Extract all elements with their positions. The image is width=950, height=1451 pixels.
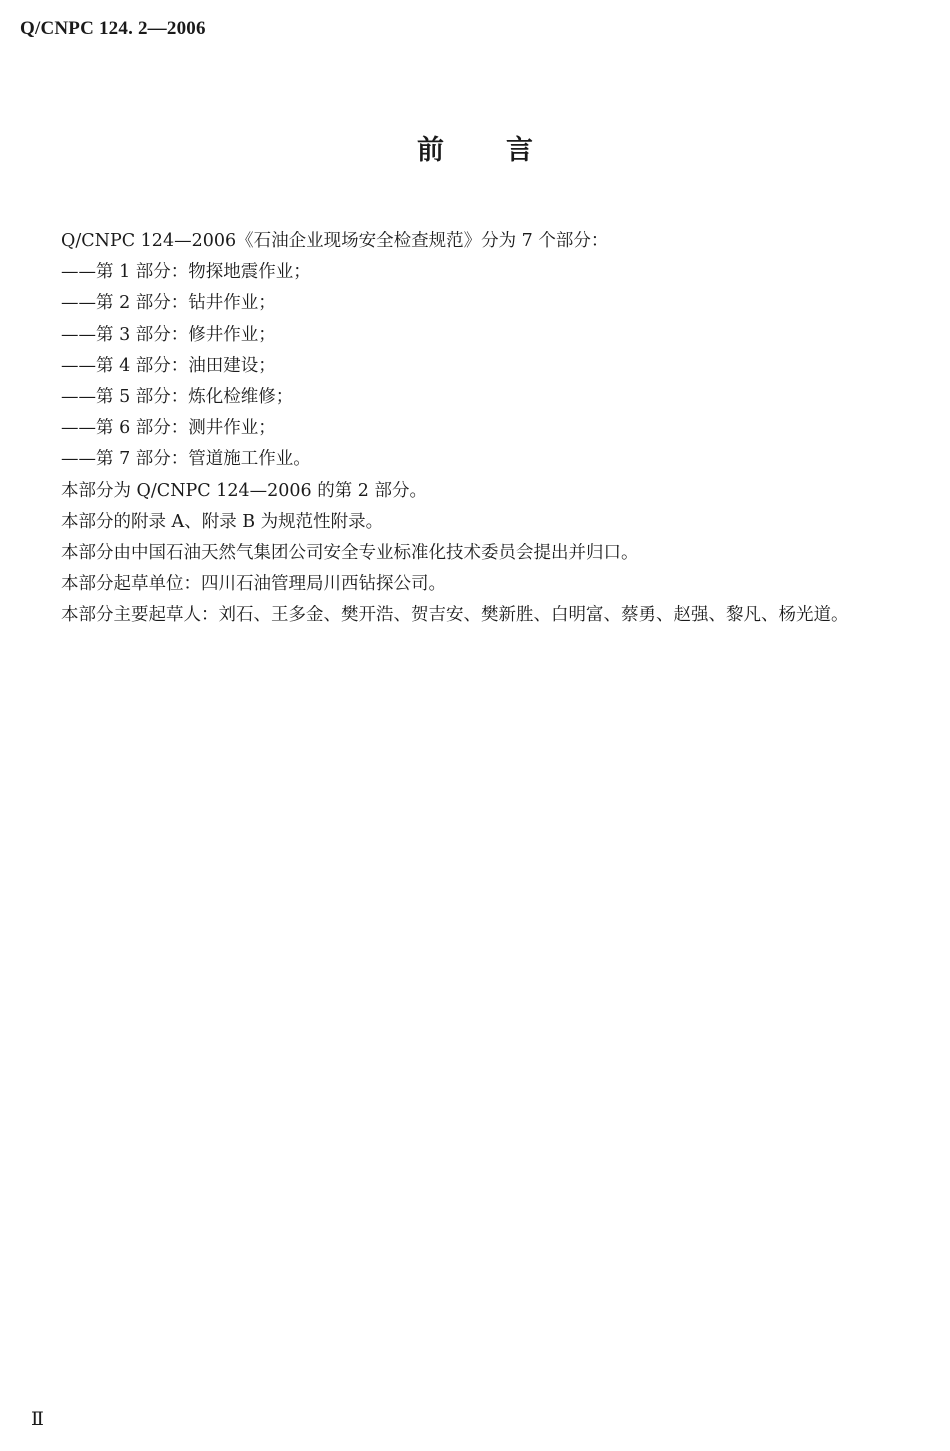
list-item-part-2: ——第 2 部分：钻井作业； — [61, 293, 276, 314]
list-item-part-6: ——第 6 部分：测井作业； — [61, 418, 276, 439]
paragraph-drafting-unit: 本部分起草单位：四川石油管理局川西钻探公司。 — [61, 574, 446, 595]
paragraph-drafters: 本部分主要起草人：刘石、王多金、樊开浩、贺吉安、樊新胜、白明富、蔡勇、赵强、黎凡、杨光道。 — [61, 605, 849, 626]
list-item-part-4: ——第 4 部分：油田建设； — [61, 355, 276, 376]
page-title-char-1: 前 — [417, 135, 444, 166]
page-title-char-2: 言 — [506, 135, 533, 166]
list-item-part-7: ——第 7 部分：管道施工作业。 — [61, 449, 311, 470]
paragraph-scope: 本部分为 Q/CNPC 124—2006 的第 2 部分。 — [61, 480, 427, 501]
paragraph-annex: 本部分的附录 A、附录 B 为规范性附录。 — [61, 511, 384, 532]
list-item-part-5: ——第 5 部分：炼化检维修； — [61, 387, 294, 408]
paragraph-proposer: 本部分由中国石油天然气集团公司安全专业标准化技术委员会提出并归口。 — [61, 543, 639, 564]
paragraph-intro: Q/CNPC 124—2006《石油企业现场安全检查规范》分为 7 个部分： — [61, 231, 609, 251]
page-title — [0, 128, 950, 167]
list-item-part-3: ——第 3 部分：修井作业； — [61, 324, 276, 345]
standard-code: Q/CNPC 124. 2—2006 — [20, 18, 206, 39]
foreword-body — [20, 226, 930, 632]
list-item-part-1: ——第 1 部分：物探地震作业； — [61, 262, 311, 283]
page-number: Ⅱ — [31, 1409, 44, 1430]
